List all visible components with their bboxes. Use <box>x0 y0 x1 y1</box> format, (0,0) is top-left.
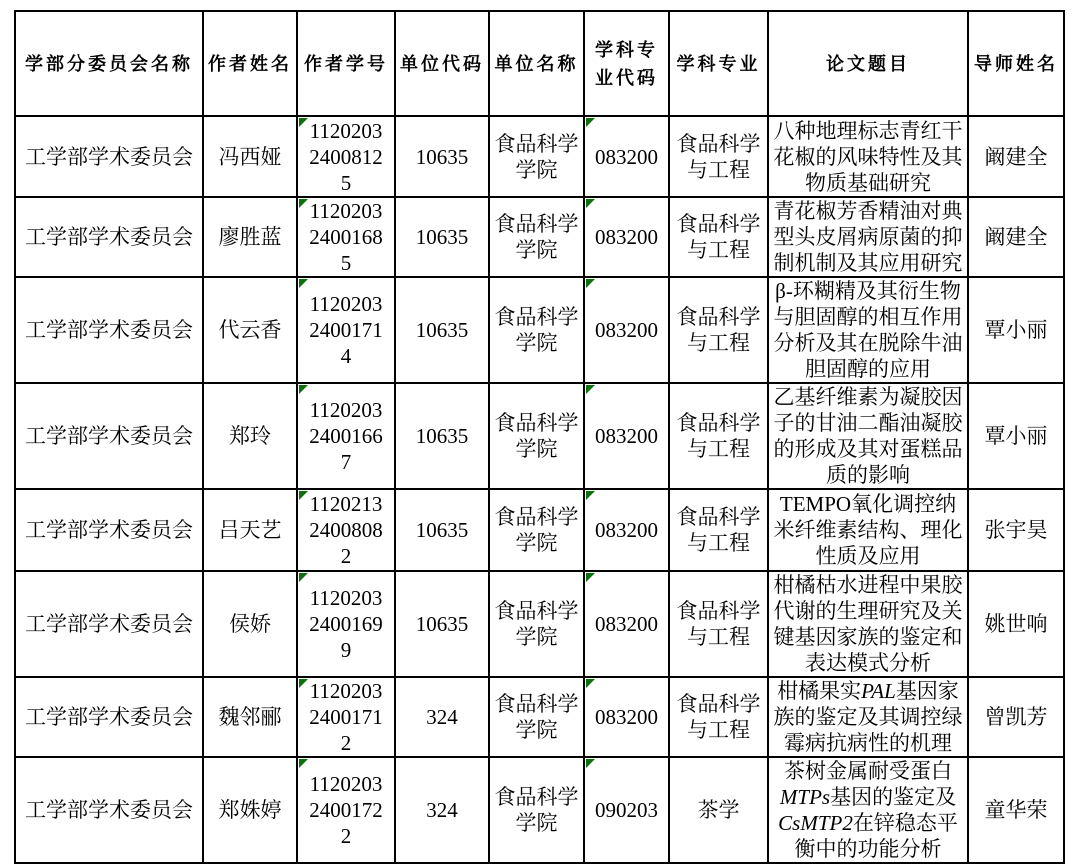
cell-advisor-name <box>968 277 1064 383</box>
cell-unit-name <box>489 383 584 489</box>
cell-major-code <box>584 677 669 757</box>
cell-major <box>669 757 768 863</box>
cell-major-code <box>584 197 669 277</box>
committee-text: 工学部学术委员会 <box>25 518 193 542</box>
major-text: 食品科学与工程 <box>676 411 761 461</box>
unit-name-text: 食品科学学院 <box>494 131 579 182</box>
advisor-name-text: 覃小丽 <box>984 318 1048 342</box>
unit-code-text: 10635 <box>415 144 469 169</box>
unit-name-text: 食品科学学院 <box>494 505 579 555</box>
major-text: 茶学 <box>697 798 740 822</box>
cell-committee <box>15 489 203 571</box>
header-unit-code: 单位代码 <box>395 11 489 116</box>
cell-unit-name <box>489 677 584 757</box>
major-code-text: 083200 <box>595 225 658 249</box>
number-as-text-indicator-icon <box>586 279 595 288</box>
number-as-text-indicator-icon <box>299 573 308 582</box>
major-text: 食品科学与工程 <box>676 305 761 355</box>
cell-committee <box>15 571 203 677</box>
student-id-text: 112020324001712 <box>309 679 383 755</box>
header-major: 学科专业 <box>669 11 768 116</box>
cell-unit-name <box>489 197 584 277</box>
cell-student-id <box>297 677 395 757</box>
unit-name-text: 食品科学学院 <box>494 692 579 742</box>
thesis-title-text: 乙基纤维素为凝胶因子的甘油二酯油凝胶的形成及其对蛋糕品质的影响 <box>773 385 963 487</box>
cell-advisor-name <box>968 677 1064 757</box>
number-as-text-indicator-icon <box>299 679 308 688</box>
thesis-title-text: 八种地理标志青红干花椒的风味特性及其物质基础研究 <box>773 118 963 195</box>
cell-thesis-title <box>768 197 968 277</box>
major-text: 食品科学与工程 <box>676 505 761 555</box>
major-code-text: 083200 <box>595 518 658 542</box>
unit-code-text: 10635 <box>415 424 469 448</box>
number-as-text-indicator-icon <box>586 118 595 127</box>
committee-text: 工学部学术委员会 <box>25 798 193 822</box>
student-id-text: 112020324001667 <box>309 398 383 474</box>
cell-committee <box>15 277 203 383</box>
cell-committee <box>15 757 203 863</box>
committee-text: 工学部学术委员会 <box>25 318 193 342</box>
major-text: 食品科学与工程 <box>676 692 761 742</box>
header-student-id: 作者学号 <box>297 11 395 116</box>
cell-unit-name <box>489 571 584 677</box>
cell-author-name <box>203 197 297 277</box>
major-code-text: 083200 <box>595 705 658 729</box>
student-id-text: 112020324008125 <box>309 118 383 195</box>
number-as-text-indicator-icon <box>299 759 308 768</box>
cell-committee <box>15 383 203 489</box>
cell-thesis-title <box>768 489 968 571</box>
cell-thesis-title <box>768 383 968 489</box>
cell-advisor-name <box>968 383 1064 489</box>
number-as-text-indicator-icon <box>586 491 595 500</box>
cell-unit-code <box>395 489 489 571</box>
advisor-name-text: 曾凯芳 <box>984 705 1048 729</box>
thesis-title-text: TEMPO氧化调控纳米纤维素结构、理化性质及应用 <box>773 492 963 568</box>
number-as-text-indicator-icon <box>299 118 308 127</box>
cell-student-id <box>297 571 395 677</box>
major-text: 食品科学与工程 <box>676 212 761 262</box>
cell-major <box>669 571 768 677</box>
cell-major <box>669 197 768 277</box>
advisor-name-text: 阚建全 <box>984 144 1048 169</box>
committee-text: 工学部学术委员会 <box>25 612 193 636</box>
major-code-text: 090203 <box>595 798 658 822</box>
unit-code-text: 324 <box>426 705 458 729</box>
cell-unit-code <box>395 277 489 383</box>
header-author-name: 作者姓名 <box>203 11 297 116</box>
cell-student-id <box>297 757 395 863</box>
unit-code-text: 10635 <box>415 318 469 342</box>
header-row <box>15 11 1064 116</box>
unit-name-text: 食品科学学院 <box>494 305 579 355</box>
author-name-text: 吕天艺 <box>218 518 282 542</box>
cell-unit-name <box>489 757 584 863</box>
student-id-text: 112020324001699 <box>309 586 383 662</box>
cell-student-id <box>297 116 395 197</box>
number-as-text-indicator-icon <box>299 491 308 500</box>
cell-major <box>669 277 768 383</box>
table-row <box>15 757 1064 863</box>
header-major-code: 学科专业代码 <box>584 11 669 116</box>
thesis-title-text: 青花椒芳香精油对典型头皮屑病原菌的抑制机制及其应用研究 <box>773 199 963 275</box>
number-as-text-indicator-icon <box>586 759 595 768</box>
cell-unit-name <box>489 489 584 571</box>
number-as-text-indicator-icon <box>586 679 595 688</box>
thesis-title-text: 柑橘果实PAL基因家族的鉴定及其调控绿霉病抗病性的机理 <box>773 679 963 755</box>
student-id-text: 112020324001685 <box>309 199 383 275</box>
major-text: 食品科学与工程 <box>676 599 761 649</box>
number-as-text-indicator-icon <box>586 573 595 582</box>
major-code-text: 083200 <box>595 144 658 169</box>
header-thesis-title: 论文题目 <box>768 11 968 116</box>
cell-author-name <box>203 277 297 383</box>
header-unit-name: 单位名称 <box>489 11 584 116</box>
cell-advisor-name <box>968 571 1064 677</box>
committee-text: 工学部学术委员会 <box>25 705 193 729</box>
cell-author-name <box>203 677 297 757</box>
cell-unit-name <box>489 116 584 197</box>
cell-thesis-title <box>768 571 968 677</box>
advisor-name-text: 童华荣 <box>984 798 1048 822</box>
unit-code-text: 10635 <box>415 518 469 542</box>
cell-unit-code <box>395 197 489 277</box>
table-body <box>15 116 1064 863</box>
author-name-text: 廖胜蓝 <box>218 225 282 249</box>
thesis-review-table <box>14 10 1065 864</box>
table-row <box>15 383 1064 489</box>
cell-major <box>669 677 768 757</box>
unit-code-text: 324 <box>426 798 458 822</box>
cell-student-id <box>297 197 395 277</box>
cell-major-code <box>584 116 669 197</box>
unit-name-text: 食品科学学院 <box>494 785 579 835</box>
number-as-text-indicator-icon <box>299 385 308 394</box>
header-committee: 学部分委员会名称 <box>15 11 203 116</box>
table-row <box>15 489 1064 571</box>
unit-name-text: 食品科学学院 <box>494 411 579 461</box>
advisor-name-text: 姚世响 <box>984 612 1048 636</box>
cell-author-name <box>203 383 297 489</box>
cell-major <box>669 116 768 197</box>
student-id-text: 112021324008082 <box>309 492 383 568</box>
advisor-name-text: 覃小丽 <box>984 424 1048 448</box>
document-page <box>14 10 1065 864</box>
advisor-name-text: 张宇昊 <box>984 518 1048 542</box>
author-name-text: 冯西娅 <box>218 144 282 169</box>
unit-code-text: 10635 <box>415 612 469 636</box>
author-name-text: 郑玲 <box>229 424 271 448</box>
unit-code-text: 10635 <box>415 225 469 249</box>
cell-major-code <box>584 383 669 489</box>
major-code-text: 083200 <box>595 318 658 342</box>
unit-name-text: 食品科学学院 <box>494 599 579 649</box>
cell-major-code <box>584 571 669 677</box>
number-as-text-indicator-icon <box>299 279 308 288</box>
cell-thesis-title <box>768 116 968 197</box>
cell-major-code <box>584 489 669 571</box>
cell-major <box>669 489 768 571</box>
cell-author-name <box>203 571 297 677</box>
major-text: 食品科学与工程 <box>676 131 761 182</box>
cell-unit-code <box>395 757 489 863</box>
committee-text: 工学部学术委员会 <box>25 225 193 249</box>
author-name-text: 魏邻郦 <box>218 705 282 729</box>
table-row <box>15 571 1064 677</box>
cell-unit-code <box>395 571 489 677</box>
cell-advisor-name <box>968 116 1064 197</box>
cell-advisor-name <box>968 489 1064 571</box>
cell-committee <box>15 197 203 277</box>
cell-unit-code <box>395 677 489 757</box>
cell-unit-code <box>395 116 489 197</box>
thesis-title-text: 柑橘枯水进程中果胶代谢的生理研究及关键基因家族的鉴定和表达模式分析 <box>773 573 963 675</box>
header-advisor-name: 导师姓名 <box>968 11 1064 116</box>
major-code-text: 083200 <box>595 424 658 448</box>
number-as-text-indicator-icon <box>586 199 595 208</box>
committee-text: 工学部学术委员会 <box>25 144 193 169</box>
major-code-text: 083200 <box>595 612 658 636</box>
cell-author-name <box>203 116 297 197</box>
table-row <box>15 677 1064 757</box>
committee-text: 工学部学术委员会 <box>25 424 193 448</box>
author-name-text: 代云香 <box>218 318 282 342</box>
cell-major-code <box>584 277 669 383</box>
thesis-title-text: 茶树金属耐受蛋白MTPs基因的鉴定及CsMTP2在锌稳态平衡中的功能分析 <box>778 759 958 861</box>
cell-thesis-title <box>768 277 968 383</box>
cell-author-name <box>203 757 297 863</box>
cell-committee <box>15 677 203 757</box>
cell-major <box>669 383 768 489</box>
student-id-text: 112020324001714 <box>309 292 383 368</box>
author-name-text: 郑姝婷 <box>218 798 282 822</box>
cell-unit-code <box>395 383 489 489</box>
table-row <box>15 277 1064 383</box>
advisor-name-text: 阚建全 <box>984 225 1048 249</box>
cell-thesis-title <box>768 677 968 757</box>
cell-advisor-name <box>968 197 1064 277</box>
cell-student-id <box>297 489 395 571</box>
cell-author-name <box>203 489 297 571</box>
thesis-title-text: β-环糊精及其衍生物与胆固醇的相互作用分析及其在脱除牛油胆固醇的应用 <box>773 279 963 381</box>
student-id-text: 112020324001722 <box>309 772 383 848</box>
cell-major-code <box>584 757 669 863</box>
cell-committee <box>15 116 203 197</box>
cell-unit-name <box>489 277 584 383</box>
cell-advisor-name <box>968 757 1064 863</box>
table-row <box>15 116 1064 197</box>
unit-name-text: 食品科学学院 <box>494 212 579 262</box>
table-row <box>15 197 1064 277</box>
cell-student-id <box>297 277 395 383</box>
cell-thesis-title <box>768 757 968 863</box>
number-as-text-indicator-icon <box>299 199 308 208</box>
cell-student-id <box>297 383 395 489</box>
number-as-text-indicator-icon <box>586 385 595 394</box>
author-name-text: 侯娇 <box>229 612 271 636</box>
